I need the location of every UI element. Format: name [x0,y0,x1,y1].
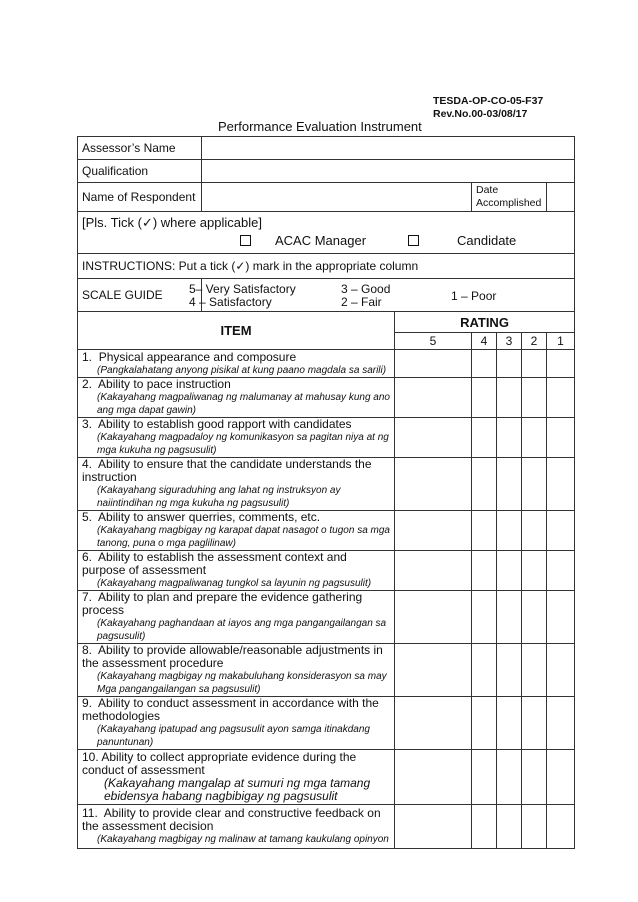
item-row [78,697,575,750]
qualification-label: Qualification [78,160,202,183]
rating-cell-4[interactable] [472,378,497,418]
scale-guide-label: SCALE GUIDE [78,279,202,312]
item-english: Physical appearance and composure [98,349,297,364]
item-english: Ability to conduct assessment in accordance with the methodologies [82,696,379,723]
rating-cell-5[interactable] [395,551,472,591]
page-title: Performance Evaluation Instrument [218,119,422,134]
item-row [78,591,575,644]
rating-cell-3[interactable] [497,697,522,750]
item-english: Ability to ensure that the candidate understands the instruction [82,457,372,484]
rating-cell-3[interactable] [497,750,522,805]
date-label-line2: Accomplished [476,197,542,209]
rating-cell-5[interactable] [395,591,472,644]
rating-cell-1[interactable] [547,350,575,378]
rating-cell-3[interactable] [497,591,522,644]
rating-cell-5[interactable] [395,378,472,418]
rating-3-header: 3 [497,333,522,350]
rating-5-header: 5 [395,333,472,350]
rating-cell-3[interactable] [497,644,522,697]
item-column-header: ITEM [78,312,395,350]
respondent-label: Name of Respondent [78,183,202,212]
items-list [78,350,575,849]
rating-cell-2[interactable] [522,418,547,458]
item-text [78,644,395,697]
rating-cell-4[interactable] [472,750,497,805]
item-tagalog: (Kakayahang magbigay ng malinaw at tamang kaukulang opinyon [97,834,389,845]
rating-cell-1[interactable] [547,458,575,511]
doc-code: TESDA-OP-CO-05-F37 [433,95,544,107]
item-text [78,418,395,458]
item-text [78,511,395,551]
rating-cell-5[interactable] [395,750,472,805]
item-english: Ability to establish the assessment context and purpose of assessment [82,550,347,577]
rating-2-header: 2 [522,333,547,350]
item-text [78,350,395,378]
rating-cell-2[interactable] [522,378,547,418]
rating-cell-5[interactable] [395,805,472,849]
item-text [78,458,395,511]
rating-cell-5[interactable] [395,697,472,750]
item-number: 10. [82,750,102,764]
rating-cell-4[interactable] [472,418,497,458]
rating-cell-1[interactable] [547,511,575,551]
rating-cell-2[interactable] [522,591,547,644]
item-text [78,750,395,805]
instructions: INSTRUCTIONS: Put a tick (✓) mark in the appropriate column [78,254,575,279]
assessor-name-field[interactable] [202,137,575,160]
item-english: Ability to collect appropriate evidence during the conduct of assessment [82,750,357,777]
rating-cell-5[interactable] [395,418,472,458]
item-row [78,805,575,849]
item-row [78,350,575,378]
item-tagalog: (Kakayahang siguraduhing ang lahat ng instruksyon ay naiintindihan ng mga kukuha ng pagsusulit) [97,485,341,509]
scale-4: 4 – Satisfactory [189,294,272,309]
rating-cell-2[interactable] [522,644,547,697]
assessor-name-label: Assessor’s Name [78,137,202,160]
rating-cell-5[interactable] [395,644,472,697]
item-number: 2. [82,377,99,391]
item-text [78,591,395,644]
scale-3: 3 – Good [341,281,391,296]
item-number: 6. [82,550,99,564]
rating-cell-1[interactable] [547,805,575,849]
evaluation-form [77,136,575,849]
rating-cell-3[interactable] [497,418,522,458]
item-number: 11. [82,806,104,820]
item-row [78,644,575,697]
scale-5: 5– Very Satisfactory [189,281,296,296]
item-tagalog: (Pangkalahatang anyong pisikal at kung paano magdala sa sarili) [97,364,387,376]
item-number: 4. [82,457,99,471]
item-number: 7. [82,590,99,604]
item-text [78,805,395,849]
rating-cell-4[interactable] [472,805,497,849]
item-number: 5. [82,510,99,524]
rating-1-header: 1 [547,333,575,350]
rating-cell-2[interactable] [522,551,547,591]
rating-cell-1[interactable] [547,551,575,591]
item-tagalog: (Kakayahang ipatupad ang pagsusulit ayon samga itinakdang panuntunan) [97,724,370,748]
item-row [78,418,575,458]
item-english: Ability to plan and prepare the evidence gathering process [82,590,363,617]
item-number: 1. [82,349,99,364]
item-number: 8. [82,643,99,657]
rating-cell-1[interactable] [547,644,575,697]
rating-cell-4[interactable] [472,350,497,378]
item-tagalog: (Kakayahang magpaliwanag tungkol sa layunin ng pagsusulit) [97,578,372,589]
tick-prompt: [Pls. Tick (✓) where applicable] [82,215,262,230]
scale-1: 1 – Poor [451,288,497,303]
qualification-field[interactable] [202,160,575,183]
item-text [78,697,395,750]
item-english: Ability to establish good rapport with candidates [98,417,352,431]
rating-cell-5[interactable] [395,511,472,551]
item-number: 9. [82,696,99,710]
respondent-field[interactable] [202,183,472,212]
item-tagalog: (Kakayahang magbigay ng karapat dapat nasagot o tugon sa mga tanong, puna o mga paglilinaw) [97,525,390,549]
rating-cell-5[interactable] [395,350,472,378]
rating-cell-4[interactable] [472,697,497,750]
rating-cell-2[interactable] [522,697,547,750]
scale-2: 2 – Fair [341,294,382,309]
rating-cell-4[interactable] [472,644,497,697]
rating-cell-1[interactable] [547,591,575,644]
item-tagalog: (Kakayahang mangalap at sumuri ng mga tamang ebidensya habang nagbibigay ng pagsusulit [104,776,371,803]
date-accomplished-field[interactable] [547,183,575,212]
rating-cell-4[interactable] [472,551,497,591]
item-english: Ability to provide allowable/reasonable adjustments in the assessment procedure [82,643,383,670]
rating-4-header: 4 [472,333,497,350]
rating-cell-1[interactable] [547,697,575,750]
item-number: 3. [82,417,99,431]
rating-cell-1[interactable] [547,378,575,418]
rating-cell-4[interactable] [472,458,497,511]
item-text [78,551,395,591]
tick-section [78,212,575,254]
acac-manager-checkbox[interactable] [240,235,251,246]
revision-number: Rev.No.00-03/08/17 [433,108,528,120]
rating-cell-1[interactable] [547,418,575,458]
rating-cell-2[interactable] [522,805,547,849]
rating-cell-3[interactable] [497,350,522,378]
candidate-checkbox[interactable] [408,235,419,246]
acac-manager-label: ACAC Manager [275,233,367,248]
item-tagalog: (Kakayahang magpaliwanag ng malumanay at mahusay kung ano ang mga dapat gawin) [97,392,390,416]
item-text [78,378,395,418]
item-tagalog: (Kakayahang paghandaan at iayos ang mga pangangailangan sa pagsusulit) [97,618,387,642]
item-row [78,551,575,591]
rating-cell-3[interactable] [497,511,522,551]
rating-cell-5[interactable] [395,458,472,511]
item-row [78,378,575,418]
document-reference [433,95,543,121]
rating-cell-1[interactable] [547,750,575,805]
item-english: Ability to provide clear and constructive feedback on the assessment decision [82,806,381,833]
date-accomplished-label [472,183,547,212]
item-english: Ability to pace instruction [98,377,231,391]
rating-cell-4[interactable] [472,511,497,551]
rating-cell-2[interactable] [522,511,547,551]
scale-guide [189,279,575,312]
candidate-label: Candidate [457,233,517,248]
rating-column-header: RATING [395,312,575,333]
rating-cell-2[interactable] [522,350,547,378]
date-label-line1: Date [476,184,499,196]
rating-cell-3[interactable] [497,805,522,849]
rating-cell-3[interactable] [497,378,522,418]
rating-cell-4[interactable] [472,591,497,644]
item-tagalog: (Kakayahang magpadaloy ng komunikasyon sa pagitan niya at ng mga kukuha ng pagsusulit) [97,432,389,456]
rating-cell-2[interactable] [522,458,547,511]
item-english: Ability to answer querries, comments, etc. [98,510,321,524]
item-row [78,750,575,805]
rating-cell-2[interactable] [522,750,547,805]
item-tagalog: (Kakayahang magbigay ng makabuluhang konsiderasyon sa may Mga pangangailangan sa pagsusulit) [97,671,387,695]
item-row [78,511,575,551]
rating-cell-3[interactable] [497,551,522,591]
item-row [78,458,575,511]
rating-cell-3[interactable] [497,458,522,511]
